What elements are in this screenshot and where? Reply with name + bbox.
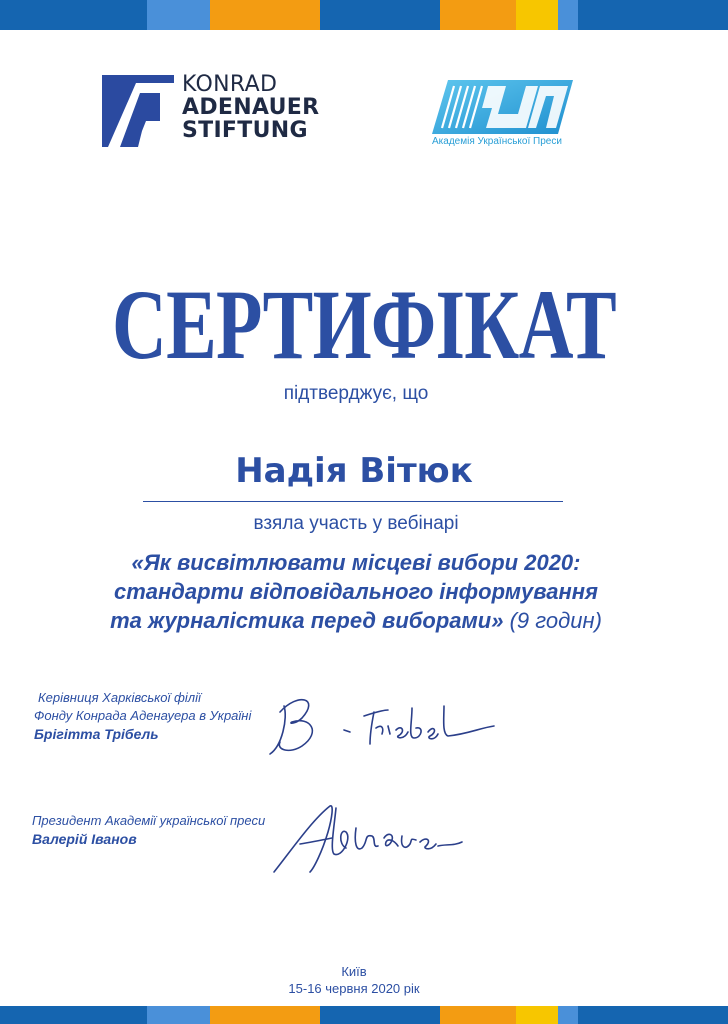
place-and-date — [0, 963, 708, 997]
signatory-2-name: Валерій Іванов — [32, 831, 137, 847]
recipient-underline — [143, 501, 563, 502]
webinar-hours: (9 годин) — [509, 608, 602, 633]
signatory-1-role-line-2: Фонду Конрада Аденауера в Україні — [34, 708, 252, 723]
signatory-1-name: Брігітта Трібель — [34, 726, 159, 742]
top-color-stripe — [0, 0, 728, 30]
recipient-name: Надія Вітюк — [235, 451, 473, 491]
signature-2-image — [260, 798, 470, 882]
ukrainian-press-academy-logo — [428, 80, 578, 150]
webinar-title — [0, 548, 712, 635]
webinar-title-line-3 — [0, 606, 712, 635]
signatory-1-role-line-1: Керівниця Харківської філії — [38, 690, 201, 705]
date: 15-16 червня 2020 рік — [288, 981, 420, 996]
signatory-2-block — [32, 812, 265, 848]
webinar-title-line-3-text: та журналістика перед виборами» — [110, 608, 504, 633]
signatory-1-block — [34, 689, 251, 743]
kas-logo-wordmark — [182, 73, 319, 142]
certificate-title: СЕРТИФІКАТ — [112, 269, 616, 380]
city: Київ — [341, 964, 367, 979]
bottom-color-stripe — [0, 1006, 728, 1024]
signature-1-image — [258, 688, 498, 768]
konrad-adenauer-stiftung-logo — [102, 72, 342, 147]
kas-logo-line-3: STIFTUNG — [182, 118, 308, 143]
aup-logo-caption: Академія Української Преси — [432, 136, 562, 147]
kas-logo-line-1: KONRAD — [182, 72, 278, 97]
aup-logo-mark-icon — [428, 80, 573, 134]
webinar-title-line-1: «Як висвітлювати місцеві вибори 2020: — [131, 550, 581, 575]
participation-text: взяла участь у вебінарі — [253, 513, 459, 534]
confirms-text: підтверджує, що — [283, 383, 429, 404]
signatory-2-role-line-1: Президент Академії української преси — [32, 813, 266, 828]
webinar-title-line-2: стандарти відповідального інформування — [113, 579, 599, 604]
kas-logo-mark-icon — [102, 75, 174, 147]
kas-logo-line-2: ADENAUER — [182, 95, 320, 120]
